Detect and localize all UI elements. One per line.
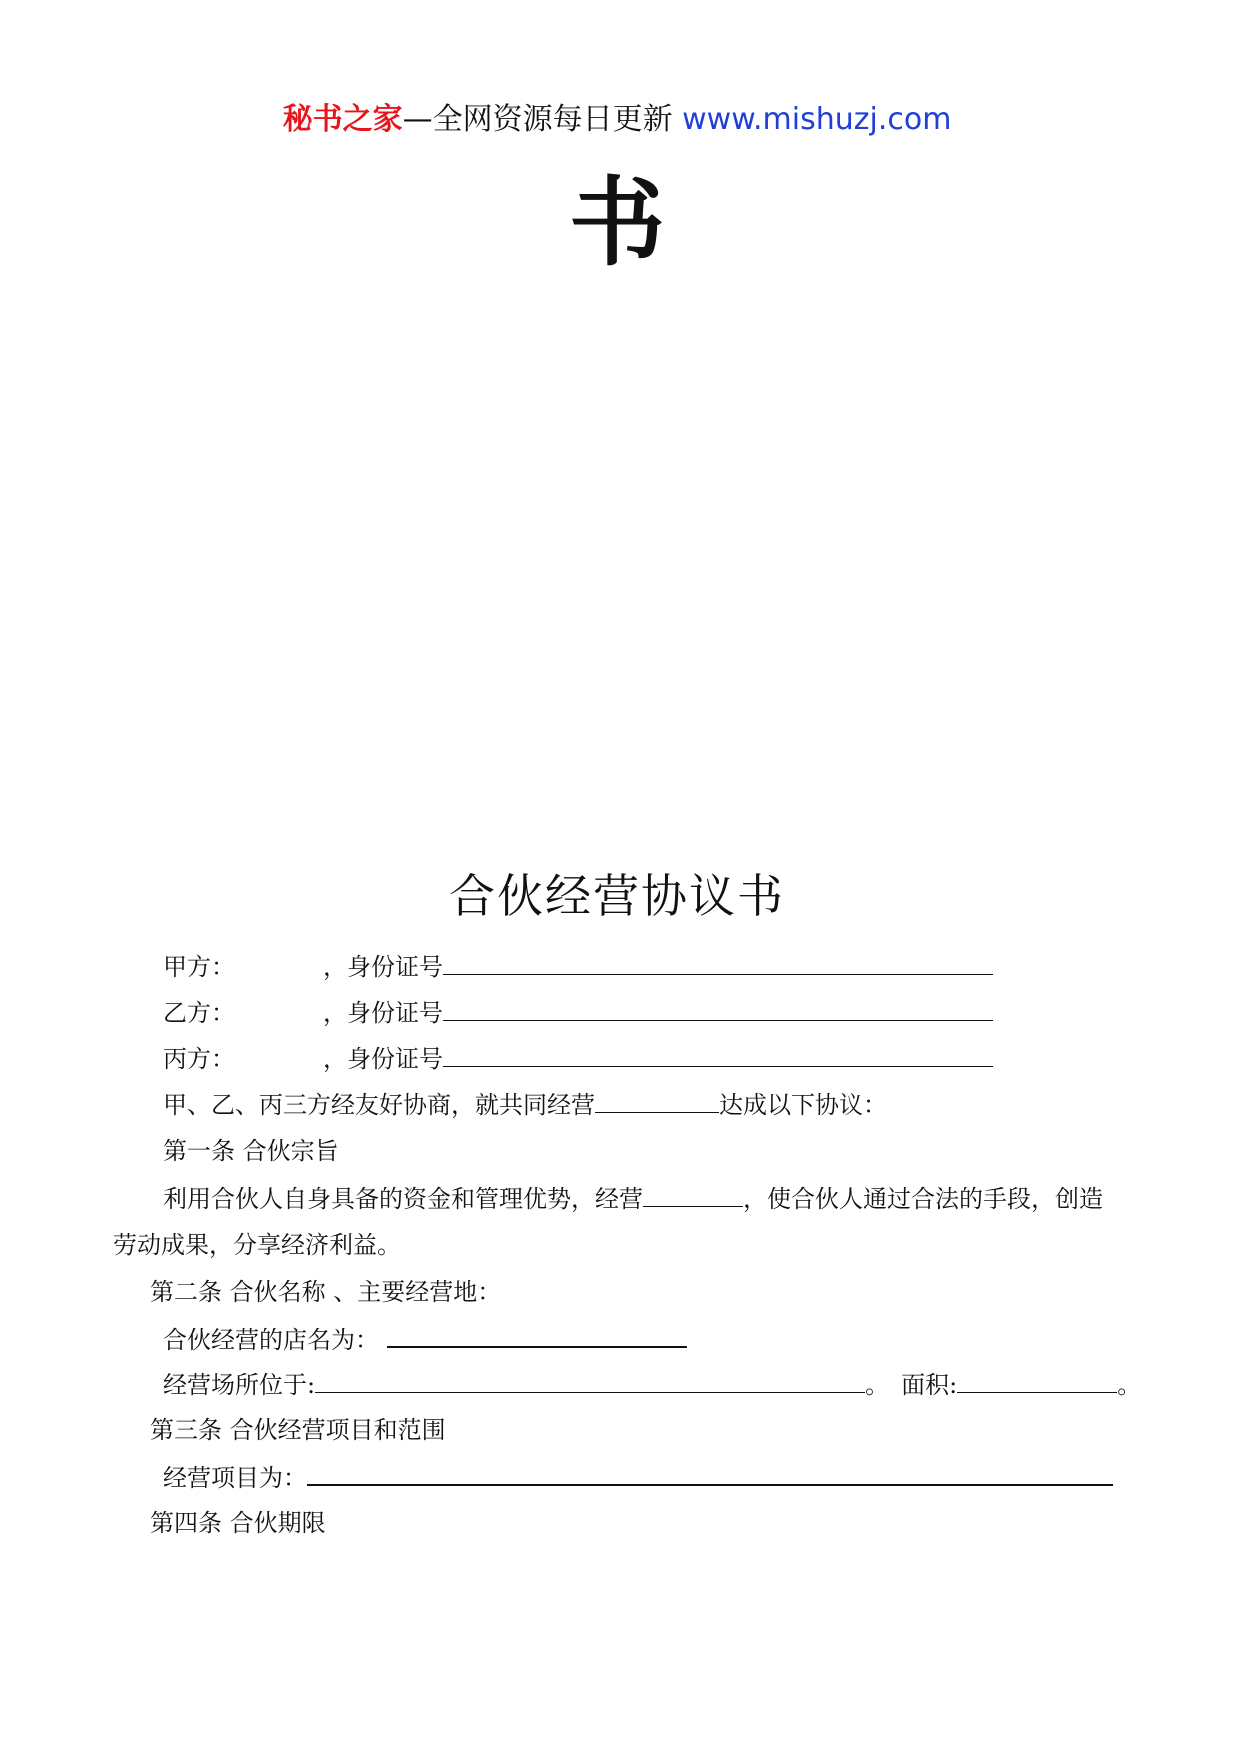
intro-line [163,1088,887,1121]
intro-business-blank[interactable] [595,1088,719,1113]
article3-heading: 第三条 合伙经营项目和范围 [150,1416,446,1444]
party-a-label: 甲方： [163,953,235,981]
location-blank[interactable] [315,1368,865,1393]
party-a-id-blank[interactable] [443,950,993,975]
article1-paragraph [163,1182,1103,1215]
location-end: 。 [865,1371,890,1399]
brand-name: 秘书之家 [282,102,403,137]
article1-text-after: ，使合伙人通过合法的手段，创造 [743,1185,1103,1213]
area-blank[interactable] [957,1368,1117,1393]
party-c-id-label: ，身份证号 [323,1045,443,1073]
article1-business-blank[interactable] [643,1182,743,1207]
article4-heading: 第四条 合伙期限 [150,1509,326,1537]
party-b-line [163,996,993,1029]
intro-text-before: 甲、乙、丙三方经友好协商，就共同经营 [163,1091,595,1119]
header-slogan: —全网资源每日更新 [402,102,683,137]
shop-name-blank[interactable] [387,1322,687,1348]
article1-paragraph-cont: 劳动成果，分享经济利益。 [113,1231,401,1259]
party-b-id-blank[interactable] [443,996,993,1021]
party-c-line [163,1042,993,1075]
article1-heading: 第一条 合伙宗旨 [163,1137,339,1165]
location-label: 经营场所位于: [163,1371,316,1399]
shop-name-label: 合伙经营的店名为： [163,1326,379,1354]
project-blank[interactable] [307,1460,1113,1486]
area-label: 面积: [901,1371,958,1399]
party-b-id-label: ，身份证号 [323,999,443,1027]
site-header [0,100,1234,140]
cover-character: 书 [569,167,665,279]
site-url[interactable]: www.mishuzj.com [682,102,952,137]
party-a-line [163,950,993,983]
party-c-label: 丙方： [163,1045,235,1073]
project-label: 经营项目为： [163,1464,307,1492]
party-c-id-blank[interactable] [443,1042,993,1067]
article2-heading: 第二条 合伙名称 、主要经营地： [150,1278,502,1306]
project-line [163,1460,1113,1494]
shop-name-line [163,1322,687,1356]
intro-text-after: 达成以下协议： [719,1091,887,1119]
document-title: 合伙经营协议书 [449,869,785,923]
location-line [163,1368,1141,1401]
party-a-id-label: ，身份证号 [323,953,443,981]
area-end: 。 [1117,1371,1142,1399]
article1-text-before: 利用合伙人自身具备的资金和管理优势，经营 [163,1185,643,1213]
party-b-label: 乙方： [163,999,235,1027]
